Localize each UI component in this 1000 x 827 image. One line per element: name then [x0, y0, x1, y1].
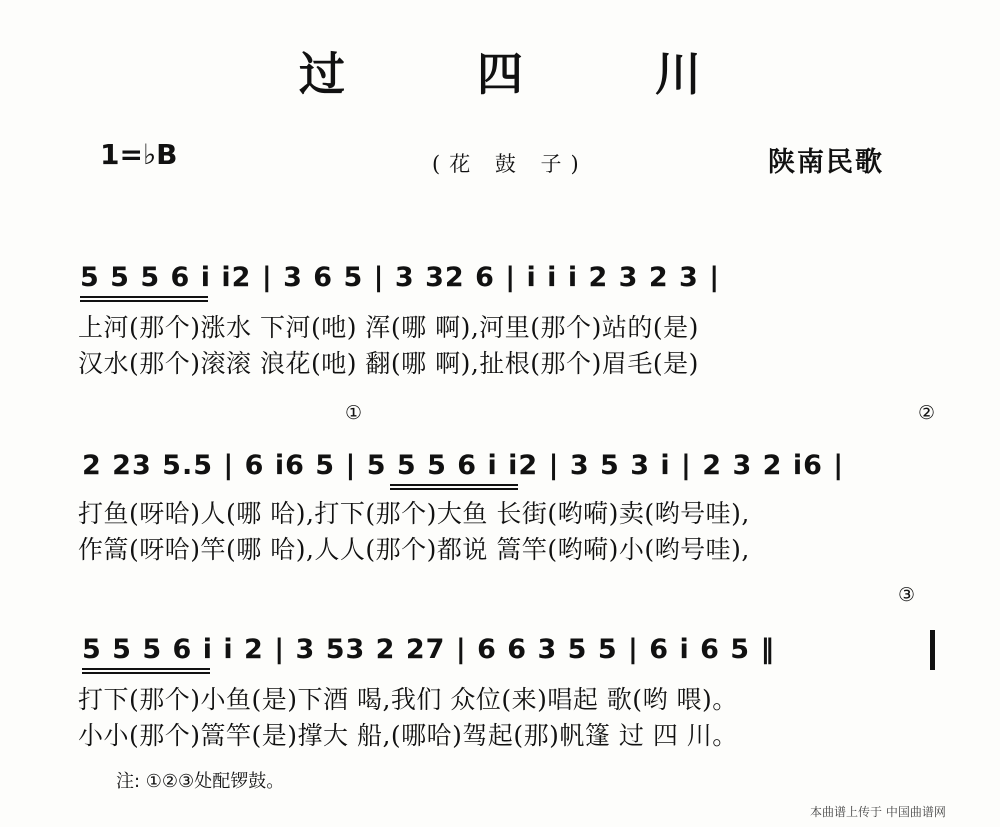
final-barline — [930, 630, 935, 670]
underline — [390, 484, 518, 486]
system1-lyric1: 上河(那个)涨水 下河(吔) 浑(哪 啊),河里(那个)站的(是) — [78, 313, 699, 342]
circle-mark-2: ② — [918, 402, 936, 424]
system3-lyric1: 打下(那个)小鱼(是)下酒 喝,我们 众位(来)唱起 歌(哟 喂)。 — [78, 685, 738, 714]
underline — [80, 296, 208, 298]
underline — [80, 300, 208, 302]
system3-notes: 5 5 5 6 i i 2 | 3 53 2 27 | 6 6 3 5 5 | 6 i 6 5 ‖ — [82, 634, 775, 665]
key-signature: 1=♭B — [100, 138, 178, 171]
circle-mark-1: ① — [345, 402, 363, 424]
system3-lyric2: 小小(那个)篙竿(是)撑大 船,(哪哈)驾起(那)帆篷 过 四 川。 — [78, 721, 738, 750]
watermark: 本曲谱上传于 中国曲谱网 — [810, 805, 946, 819]
underline — [390, 488, 518, 490]
genre-label: (花 鼓 子) — [432, 152, 588, 176]
system1-lyric2: 汉水(那个)滚滚 浪花(吔) 翻(哪 啊),扯根(那个)眉毛(是) — [78, 349, 699, 378]
system2-notes: 2 23 5.5 | 6 i6 5 | 5 5 5 6 i i2 | 3 5 3 i | 2 3 2 i6 | — [82, 450, 845, 481]
underline — [82, 668, 210, 670]
system2-lyric2: 作篙(呀哈)竿(哪 哈),人人(那个)都说 篙竿(哟嗬)小(哟号哇), — [78, 535, 750, 564]
circle-mark-3: ③ — [898, 584, 916, 606]
system2-lyric1: 打鱼(呀哈)人(哪 哈),打下(那个)大鱼 长街(哟嗬)卖(哟号哇), — [78, 499, 750, 528]
origin-label: 陕南民歌 — [768, 147, 884, 178]
system1-notes: 5 5 5 6 i i2 | 3 6 5 | 3 32 6 | i i i 2 3 2 3 | — [80, 262, 721, 293]
song-title: 过 四 川 — [298, 47, 760, 101]
underline — [82, 672, 210, 674]
footnote: 注: ①②③处配锣鼓。 — [116, 771, 285, 792]
